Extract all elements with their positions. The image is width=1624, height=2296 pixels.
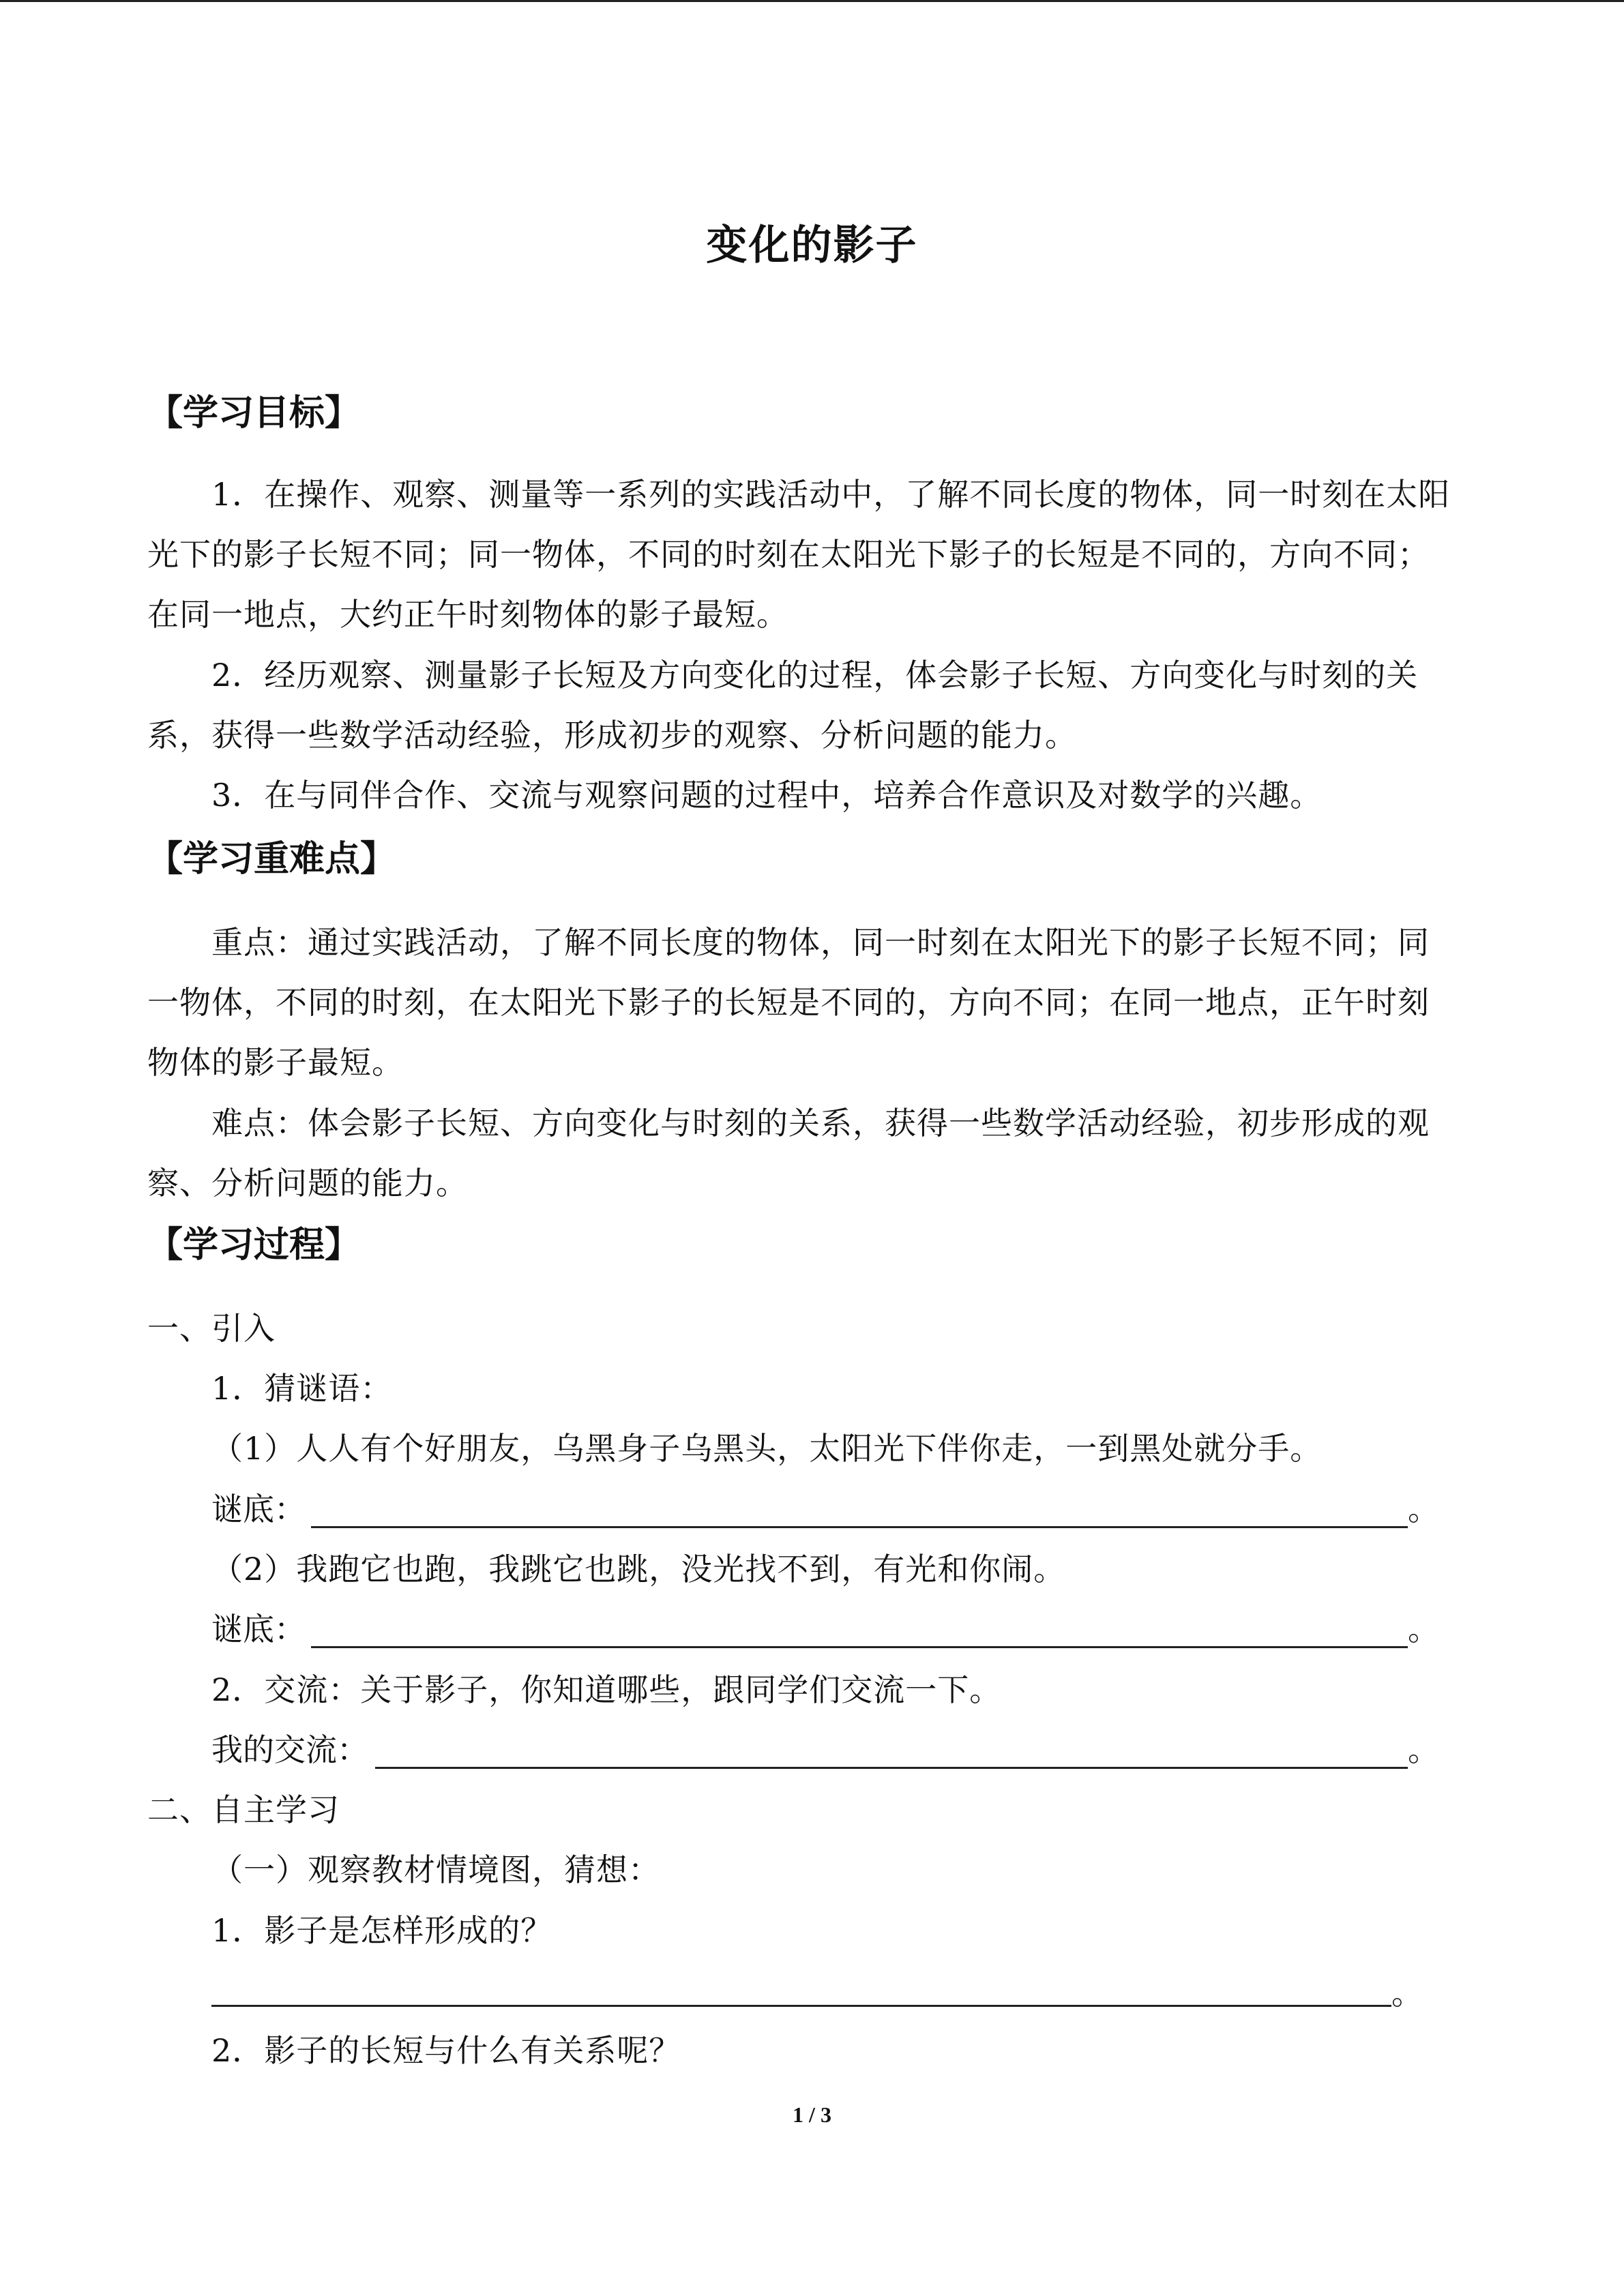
answer-blank-1[interactable] — [311, 1526, 1408, 1528]
answer-period-1: 。 — [1408, 1491, 1439, 1527]
key-point-line: 重点：通过实践活动，了解不同长度的物体，同一时刻在太阳光下的影子长短不同；同 — [211, 924, 1430, 961]
goal-line: 3．在与同伴合作、交流与观察问题的过程中，培养合作意识及对数学的兴趣。 — [211, 777, 1323, 814]
goal-line: 1．在操作、观察、测量等一系列的实践活动中，了解不同长度的物体，同一时刻在太阳 — [211, 476, 1451, 513]
goal-line: 系，获得一些数学活动经验，形成初步的观察、分析问题的能力。 — [147, 717, 1077, 754]
key-point-line: 难点：体会影子长短、方向变化与时刻的关系，获得一些数学活动经验，初步形成的观 — [211, 1105, 1430, 1142]
answer-label-1: 谜底： — [211, 1491, 306, 1527]
page-top-border — [0, 0, 1624, 2]
question-2: 2．影子的长短与什么有关系呢？ — [211, 2032, 681, 2069]
goal-line: 光下的影子长短不同；同一物体，不同的时刻在太阳光下影子的长短是不同的，方向不同； — [147, 536, 1430, 573]
exchange-title: 2．交流：关于影子，你知道哪些，跟同学们交流一下。 — [211, 1671, 1002, 1708]
riddle-2: （2）我跑它也跑，我跳它也跳，没光找不到，有光和你闹。 — [211, 1551, 1066, 1587]
part2-title: 二、自主学习 — [147, 1791, 340, 1828]
part1-title: 一、引入 — [147, 1310, 276, 1347]
observe-title: （一）观察教材情境图，猜想： — [211, 1851, 660, 1888]
key-point-line: 一物体，不同的时刻，在太阳光下影子的长短是不同的，方向不同；在同一地点，正午时刻 — [147, 984, 1430, 1021]
riddle-1: （1）人人有个好朋友，乌黑身子乌黑头，太阳光下伴你走，一到黑处就分手。 — [211, 1430, 1323, 1467]
goal-line: 2．经历观察、测量影子长短及方向变化的过程，体会影子长短、方向变化与时刻的关 — [211, 657, 1419, 694]
exchange-label: 我的交流： — [211, 1731, 368, 1768]
question-1: 1．影子是怎样形成的？ — [211, 1912, 553, 1949]
heading-learning-goals: 【学习目标】 — [147, 392, 361, 434]
riddle-title: 1．猜谜语： — [211, 1370, 393, 1407]
question-1-blank[interactable] — [211, 2005, 1391, 2007]
exchange-blank[interactable] — [375, 1767, 1408, 1769]
answer-label-2: 谜底： — [211, 1611, 306, 1648]
key-point-line: 物体的影子最短。 — [147, 1044, 404, 1081]
exchange-period: 。 — [1408, 1731, 1439, 1768]
answer-blank-2[interactable] — [311, 1646, 1408, 1648]
key-point-line: 察、分析问题的能力。 — [147, 1165, 468, 1202]
document-title: 变化的影子 — [706, 222, 918, 269]
page-number: 1 / 3 — [793, 2102, 831, 2127]
answer-period-2: 。 — [1408, 1611, 1439, 1648]
heading-key-points: 【学习重难点】 — [147, 838, 396, 880]
heading-learning-process: 【学习过程】 — [147, 1224, 361, 1266]
question-1-period: 。 — [1391, 1975, 1423, 2012]
goal-line: 在同一地点，大约正午时刻物体的影子最短。 — [147, 596, 788, 633]
